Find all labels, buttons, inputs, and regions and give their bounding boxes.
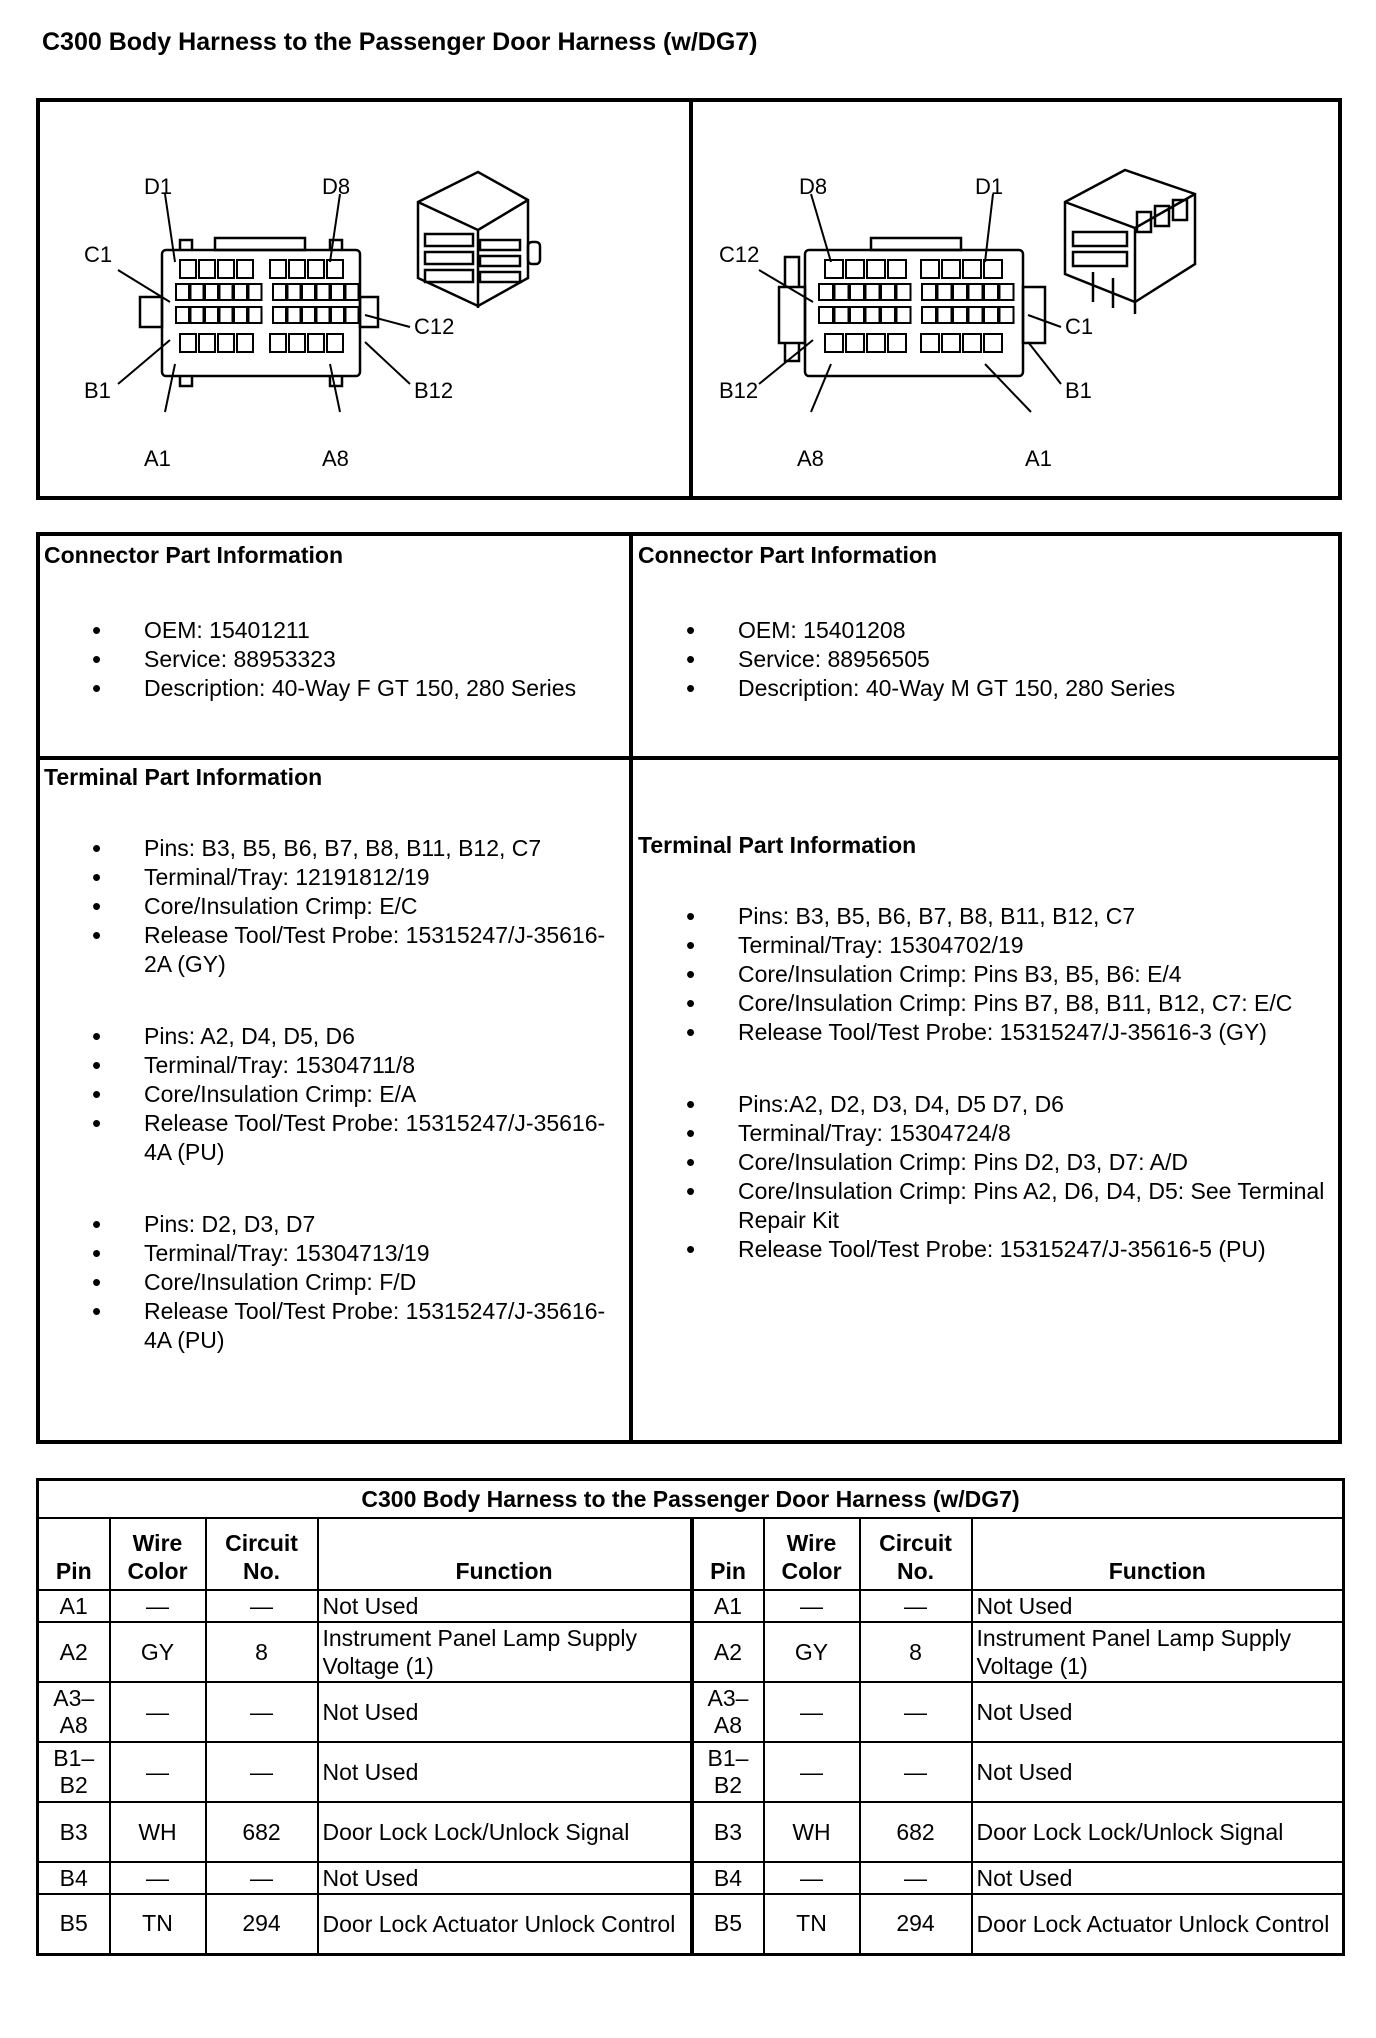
cell-circuit-no: — bbox=[206, 1862, 318, 1894]
pin-cavity bbox=[346, 307, 359, 323]
pin-cavity bbox=[942, 260, 960, 278]
cell-function: Not Used bbox=[972, 1742, 1344, 1802]
list-item: • Description: 40-Way M GT 150, 280 Series bbox=[738, 674, 1338, 703]
list-item: • Terminal/Tray: 15304724/8 bbox=[738, 1119, 1338, 1148]
pin-cavity bbox=[984, 307, 998, 323]
cell-function: Not Used bbox=[318, 1590, 692, 1622]
cell-function: Not Used bbox=[318, 1682, 692, 1742]
cell-function: Not Used bbox=[972, 1590, 1344, 1622]
table-body bbox=[38, 1590, 1344, 1954]
pin-cavity bbox=[953, 284, 967, 300]
label-d8: D8 bbox=[799, 174, 828, 199]
list-item: • Core/Insulation Crimp: Pins B7, B8, B11, B12, C7: E/C bbox=[738, 989, 1338, 1018]
pin-cavity bbox=[942, 334, 960, 352]
cell-circuit-no: — bbox=[206, 1590, 318, 1622]
pin-cavity bbox=[963, 334, 981, 352]
col-header-function: Function bbox=[318, 1518, 692, 1590]
pin-cavity bbox=[249, 284, 262, 300]
female-connector-diagram bbox=[40, 102, 689, 496]
pin-cavity bbox=[963, 260, 981, 278]
pin-cavity bbox=[846, 334, 864, 352]
pin-cavity bbox=[327, 260, 343, 278]
pin-cavity bbox=[180, 260, 196, 278]
pin-cavity bbox=[176, 307, 189, 323]
pin-cavity bbox=[331, 307, 344, 323]
pin-cavity bbox=[850, 284, 864, 300]
pin-cavity bbox=[881, 307, 895, 323]
pin-cavity bbox=[237, 334, 253, 352]
pin-cavity bbox=[897, 284, 911, 300]
pin-cavity bbox=[273, 307, 286, 323]
pin-cavity bbox=[921, 334, 939, 352]
left-terminal-group-1 bbox=[144, 834, 614, 979]
part-info-panel bbox=[36, 532, 1342, 1444]
col-header-function: Function bbox=[972, 1518, 1344, 1590]
info-divider-vertical bbox=[629, 536, 633, 1440]
list-item: • Release Tool/Test Probe: 15315247/J-35616-4A (PU) bbox=[144, 1109, 614, 1167]
pin-cavity bbox=[835, 307, 849, 323]
cell-pin: A3–A8 bbox=[38, 1682, 110, 1742]
pin-cavity bbox=[888, 260, 906, 278]
right-terminal-header: Terminal Part Information bbox=[638, 832, 917, 858]
pin-cavity bbox=[969, 284, 983, 300]
cell-function: Not Used bbox=[972, 1682, 1344, 1742]
col-header-wire-color: Wire Color bbox=[764, 1518, 860, 1590]
pin-cavity bbox=[984, 284, 998, 300]
pin-cavity bbox=[191, 284, 204, 300]
cell-wire-color: — bbox=[110, 1682, 206, 1742]
cell-pin: B1–B2 bbox=[692, 1742, 764, 1802]
label-c1: C1 bbox=[84, 242, 113, 267]
cell-function: Door Lock Actuator Unlock Control bbox=[318, 1894, 692, 1954]
cell-pin: B4 bbox=[692, 1862, 764, 1894]
pin-cavity bbox=[921, 260, 939, 278]
pin-cavity bbox=[922, 307, 936, 323]
pin-cavity bbox=[1000, 284, 1014, 300]
cell-function: Not Used bbox=[972, 1862, 1344, 1894]
pin-cavity bbox=[938, 307, 952, 323]
cell-pin: B5 bbox=[692, 1894, 764, 1954]
pin-cavity bbox=[234, 284, 247, 300]
cell-wire-color: TN bbox=[764, 1894, 860, 1954]
pin-cavity bbox=[317, 284, 330, 300]
pin-cavity bbox=[308, 334, 324, 352]
list-item: • Pins: B3, B5, B6, B7, B8, B11, B12, C7 bbox=[144, 834, 614, 863]
cell-pin: B3 bbox=[38, 1802, 110, 1862]
pin-cavity bbox=[218, 334, 234, 352]
info-divider-horizontal bbox=[40, 756, 1338, 760]
cell-wire-color: — bbox=[110, 1742, 206, 1802]
list-item: • OEM: 15401208 bbox=[738, 616, 1338, 645]
pin-cavity bbox=[984, 334, 1002, 352]
pin-cavity bbox=[922, 284, 936, 300]
connector-diagram-panel bbox=[36, 98, 1342, 500]
pin-cavity bbox=[953, 307, 967, 323]
pin-cavity bbox=[220, 284, 233, 300]
cell-function: Door Lock Lock/Unlock Signal bbox=[972, 1802, 1344, 1862]
male-connector-diagram bbox=[693, 102, 1342, 496]
label-d1: D1 bbox=[975, 174, 1004, 199]
cell-pin: B3 bbox=[692, 1802, 764, 1862]
cell-wire-color: GY bbox=[764, 1622, 860, 1682]
table-row bbox=[38, 1862, 1344, 1894]
pin-cavity bbox=[969, 307, 983, 323]
pin-cavity bbox=[220, 307, 233, 323]
label-c12: C12 bbox=[414, 314, 455, 339]
col-header-pin: Pin bbox=[38, 1518, 110, 1590]
pin-cavity bbox=[191, 307, 204, 323]
list-item: • Release Tool/Test Probe: 15315247/J-35616-4A (PU) bbox=[144, 1297, 614, 1355]
cell-wire-color: WH bbox=[764, 1802, 860, 1862]
cell-function: Not Used bbox=[318, 1742, 692, 1802]
cell-pin: A3–A8 bbox=[692, 1682, 764, 1742]
label-a1: A1 bbox=[1025, 446, 1052, 471]
pin-cavity bbox=[819, 284, 833, 300]
cell-function: Instrument Panel Lamp Supply Voltage (1) bbox=[318, 1622, 692, 1682]
col-header-circuit-no: Circuit No. bbox=[860, 1518, 972, 1590]
pin-cavity bbox=[288, 284, 301, 300]
list-item: • Core/Insulation Crimp: Pins A2, D6, D4, D5: See Terminal Repair Kit bbox=[738, 1177, 1338, 1235]
cell-circuit-no: 682 bbox=[860, 1802, 972, 1862]
pin-cavity bbox=[237, 260, 253, 278]
pin-cavity bbox=[1000, 307, 1014, 323]
pin-cavity bbox=[289, 260, 305, 278]
cell-circuit-no: 8 bbox=[860, 1622, 972, 1682]
right-terminal-group-1 bbox=[738, 902, 1338, 1047]
pin-cavity bbox=[302, 307, 315, 323]
cell-circuit-no: 294 bbox=[860, 1894, 972, 1954]
list-item: • Terminal/Tray: 12191812/19 bbox=[144, 863, 614, 892]
cell-circuit-no: — bbox=[860, 1742, 972, 1802]
cell-circuit-no: — bbox=[860, 1682, 972, 1742]
cell-wire-color: — bbox=[110, 1590, 206, 1622]
table-row bbox=[38, 1622, 1344, 1682]
pin-cavity bbox=[866, 307, 880, 323]
label-b1: B1 bbox=[1065, 378, 1092, 403]
list-item: • Pins: B3, B5, B6, B7, B8, B11, B12, C7 bbox=[738, 902, 1338, 931]
list-item: • Core/Insulation Crimp: F/D bbox=[144, 1268, 614, 1297]
pin-cavity bbox=[346, 284, 359, 300]
right-connector-list bbox=[738, 616, 1338, 703]
pin-cavity bbox=[205, 284, 218, 300]
list-item: • Core/Insulation Crimp: E/C bbox=[144, 892, 614, 921]
label-c1: C1 bbox=[1065, 314, 1094, 339]
cell-circuit-no: — bbox=[860, 1590, 972, 1622]
cell-wire-color: — bbox=[764, 1742, 860, 1802]
right-terminal-groups bbox=[738, 902, 1338, 1307]
pin-cavity bbox=[866, 284, 880, 300]
list-item: • Pins:A2, D2, D3, D4, D5 D7, D6 bbox=[738, 1090, 1338, 1119]
cell-function: Door Lock Lock/Unlock Signal bbox=[318, 1802, 692, 1862]
pin-cavity bbox=[270, 260, 286, 278]
cell-function: Door Lock Actuator Unlock Control bbox=[972, 1894, 1344, 1954]
pin-cavity bbox=[888, 334, 906, 352]
pin-cavity bbox=[881, 284, 895, 300]
pin-cavity bbox=[327, 334, 343, 352]
left-terminal-header: Terminal Part Information bbox=[44, 764, 323, 790]
pin-cavity bbox=[273, 284, 286, 300]
list-item: • Terminal/Tray: 15304702/19 bbox=[738, 931, 1338, 960]
cell-pin: B4 bbox=[38, 1862, 110, 1894]
pin-cavity bbox=[289, 334, 305, 352]
pin-cavity bbox=[819, 307, 833, 323]
pin-cavity bbox=[984, 260, 1002, 278]
label-a8: A8 bbox=[797, 446, 824, 471]
cell-circuit-no: 682 bbox=[206, 1802, 318, 1862]
cell-wire-color: — bbox=[764, 1682, 860, 1742]
label-a8: A8 bbox=[322, 446, 349, 471]
col-header-pin: Pin bbox=[692, 1518, 764, 1590]
pin-cavity bbox=[249, 307, 262, 323]
list-item: • Pins: A2, D4, D5, D6 bbox=[144, 1022, 614, 1051]
pin-cavity bbox=[867, 260, 885, 278]
cell-pin: B1–B2 bbox=[38, 1742, 110, 1802]
table-row bbox=[38, 1590, 1344, 1622]
pin-cavity bbox=[317, 307, 330, 323]
label-b12: B12 bbox=[414, 378, 454, 403]
cell-pin: A1 bbox=[38, 1590, 110, 1622]
pin-cavity bbox=[218, 260, 234, 278]
label-c12: C12 bbox=[719, 242, 760, 267]
list-item: • Terminal/Tray: 15304713/19 bbox=[144, 1239, 614, 1268]
pin-cavity bbox=[825, 334, 843, 352]
list-item: • Core/Insulation Crimp: Pins D2, D3, D7: A/D bbox=[738, 1148, 1338, 1177]
list-item: • Release Tool/Test Probe: 15315247/J-35616-2A (GY) bbox=[144, 921, 614, 979]
pin-cavity bbox=[331, 284, 344, 300]
table-row bbox=[38, 1742, 1344, 1802]
list-item: • Terminal/Tray: 15304711/8 bbox=[144, 1051, 614, 1080]
left-connector-list bbox=[144, 616, 624, 703]
cell-circuit-no: — bbox=[206, 1682, 318, 1742]
cell-wire-color: — bbox=[764, 1862, 860, 1894]
label-d1: D1 bbox=[144, 174, 173, 199]
cell-pin: A1 bbox=[692, 1590, 764, 1622]
cell-wire-color: TN bbox=[110, 1894, 206, 1954]
pin-cavity bbox=[850, 307, 864, 323]
left-connector-header: Connector Part Information bbox=[44, 542, 344, 568]
cell-wire-color: — bbox=[764, 1590, 860, 1622]
list-item: • Release Tool/Test Probe: 15315247/J-35616-3 (GY) bbox=[738, 1018, 1338, 1047]
right-connector-header: Connector Part Information bbox=[638, 542, 938, 568]
pin-cavity bbox=[897, 307, 911, 323]
label-b1: B1 bbox=[84, 378, 111, 403]
cell-circuit-no: 294 bbox=[206, 1894, 318, 1954]
pin-cavity bbox=[846, 260, 864, 278]
pin-cavity bbox=[199, 260, 215, 278]
pin-cavity bbox=[199, 334, 215, 352]
pin-cavity bbox=[302, 284, 315, 300]
cell-wire-color: — bbox=[110, 1862, 206, 1894]
cell-pin: A2 bbox=[38, 1622, 110, 1682]
table-row bbox=[38, 1894, 1344, 1954]
pin-cavity bbox=[288, 307, 301, 323]
list-item: • Service: 88956505 bbox=[738, 645, 1338, 674]
col-header-wire-color: Wire Color bbox=[110, 1518, 206, 1590]
cell-function: Instrument Panel Lamp Supply Voltage (1) bbox=[972, 1622, 1344, 1682]
left-terminal-group-3 bbox=[144, 1210, 614, 1355]
cell-pin: B5 bbox=[38, 1894, 110, 1954]
cell-circuit-no: — bbox=[206, 1742, 318, 1802]
label-a1: A1 bbox=[144, 446, 171, 471]
table-row bbox=[38, 1682, 1344, 1742]
pin-cavity bbox=[825, 260, 843, 278]
label-d8: D8 bbox=[322, 174, 351, 199]
cell-circuit-no: — bbox=[860, 1862, 972, 1894]
table-row bbox=[38, 1802, 1344, 1862]
cell-function: Not Used bbox=[318, 1862, 692, 1894]
pin-cavity bbox=[308, 260, 324, 278]
list-item: • Pins: D2, D3, D7 bbox=[144, 1210, 614, 1239]
pin-cavity bbox=[180, 334, 196, 352]
pin-cavity bbox=[938, 284, 952, 300]
label-b12: B12 bbox=[719, 378, 759, 403]
cell-circuit-no: 8 bbox=[206, 1622, 318, 1682]
list-item: • Core/Insulation Crimp: Pins B3, B5, B6: E/4 bbox=[738, 960, 1338, 989]
pinout-table bbox=[36, 1478, 1345, 1956]
left-terminal-groups bbox=[144, 834, 614, 1398]
list-item: • OEM: 15401211 bbox=[144, 616, 624, 645]
list-item: • Service: 88953323 bbox=[144, 645, 624, 674]
cell-wire-color: GY bbox=[110, 1622, 206, 1682]
pin-cavity bbox=[867, 334, 885, 352]
col-header-circuit-no: Circuit No. bbox=[206, 1518, 318, 1590]
cell-wire-color: WH bbox=[110, 1802, 206, 1862]
page-title: C300 Body Harness to the Passenger Door Harness (w/DG7) bbox=[42, 28, 758, 56]
pin-cavity bbox=[205, 307, 218, 323]
table-caption: C300 Body Harness to the Passenger Door Harness (w/DG7) bbox=[38, 1480, 1344, 1519]
left-terminal-group-2 bbox=[144, 1022, 614, 1167]
list-item: • Core/Insulation Crimp: E/A bbox=[144, 1080, 614, 1109]
pin-cavity bbox=[835, 284, 849, 300]
list-item: • Description: 40-Way F GT 150, 280 Series bbox=[144, 674, 624, 703]
cell-pin: A2 bbox=[692, 1622, 764, 1682]
list-item: • Release Tool/Test Probe: 15315247/J-35616-5 (PU) bbox=[738, 1235, 1338, 1264]
pin-cavity bbox=[176, 284, 189, 300]
pin-cavity bbox=[234, 307, 247, 323]
pin-cavity bbox=[270, 334, 286, 352]
right-terminal-group-2 bbox=[738, 1090, 1338, 1264]
